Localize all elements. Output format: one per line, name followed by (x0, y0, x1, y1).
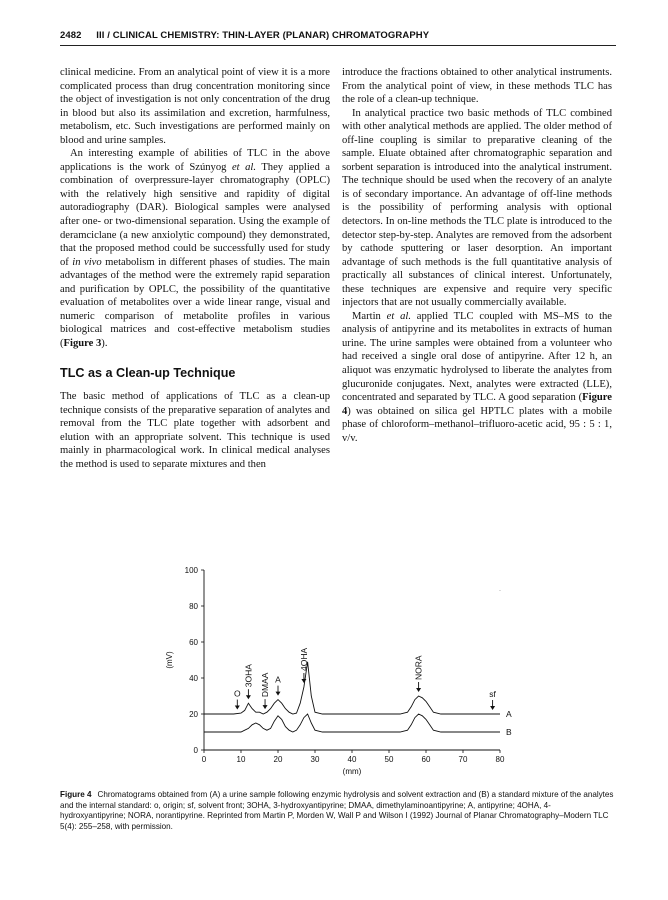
text-run: They applied a combination of overpressure-layer chromatography (OPLC) with the relatively high sensitive and rapidity of digital autoradiography (DAR). Biological samples were analysed after one- or two-dimensional separation. Using the example of deramciclane (a new anxiolytic compound) they demonstrated, that the proposed method could be successfully used for study of (60, 161, 330, 268)
y-tick-label: 60 (189, 638, 198, 647)
peak-arrow-head (246, 695, 251, 699)
series-b-line (204, 714, 500, 732)
series-label: A (506, 709, 512, 719)
x-tick-label: 40 (347, 755, 357, 764)
italic-in-vivo: in vivo (72, 256, 102, 268)
text-run: ). (101, 337, 108, 349)
left-column (60, 66, 330, 471)
caption-text: Chromatograms obtained from (A) a urine sample following enzymic hydrolysis and solvent extraction and (B) a standard mixture of the analytes and the internal standard: o, origin; sf, solvent front; 3OHA, 3-hydroxyantipyrine; DMAA, dimethylaminoantipyrine; A, antipyrine; 4OHA, 4-hydroxyantipyrine; NORA, norantipyrine. Reprinted from Martin P, Morden W, Wall P and Wilson I (1992) Journal of Planar Chromatography–Modern TLC 5(4): 255–258, with permission. (60, 790, 614, 831)
peak-arrow-head (490, 706, 495, 710)
chromatogram-chart (160, 562, 530, 782)
x-tick-label: 70 (458, 755, 468, 764)
x-tick-label: 10 (236, 755, 246, 764)
section-heading: TLC as a Clean-up Technique (60, 366, 236, 381)
y-tick-label: 20 (189, 710, 198, 719)
x-tick-label: 20 (273, 755, 283, 764)
left-paragraph-3: The basic method of applications of TLC as a clean-up technique consists of the preparative separation of analytes and removal from the TLC plate together with adsorbent and elution with an appropriate solvent. This technique is used mainly in pharmacological work. In clinical medical analyses the method is used to separate mixtures and then (60, 391, 330, 470)
peak-label: 4OHA (298, 647, 309, 671)
peak-label: NORA (413, 655, 424, 680)
peak-label: sf (489, 689, 496, 699)
right-column (342, 66, 612, 445)
chart-annotations (234, 648, 512, 737)
series-label: B (506, 727, 512, 737)
figure-3-reference[interactable]: Figure 3 (63, 337, 102, 349)
peak-label: 3OHA (243, 664, 254, 688)
x-tick-label: 80 (495, 755, 505, 764)
chart-axes (185, 566, 505, 764)
left-paragraph-1: clinical medicine. From an analytical point of view it is a more complicated process than drug concentration monitoring since the object of investigation is not only concentration of the drug in blood but also its assimilation and excretion, harmfulness, metabolism, etc. Such investigations are performed mainly on blood and urine samples. (60, 67, 330, 146)
y-tick-label: 80 (189, 602, 198, 611)
x-tick-label: 30 (310, 755, 320, 764)
y-tick-label: 0 (193, 746, 198, 755)
x-tick-label: 60 (421, 755, 431, 764)
peak-arrow-head (301, 679, 306, 683)
peak-label: DMAA (260, 672, 271, 698)
text-run: An interesting example of abilities of TLC in the above applications is the work of Szúnyog (60, 148, 330, 173)
peak-arrow-head (276, 692, 281, 696)
italic-et-al: et al. (231, 161, 256, 173)
text-run: applied TLC coupled with MS–MS to the analysis of antipyrine and its metabolites in extracts of human urine. The urine samples were obtained from a volunteer who had received a single oral dose of antipyrine. After 12 h, an aliquot was enzymatic hydrolysed to liberate the analytes from glucuronide conjugates. Next, analytes were extracted (LLE), concentrated and separated by TLC. A good separation ( (342, 310, 613, 404)
y-tick-label: 40 (189, 674, 198, 683)
italic-et-al: et al. (386, 310, 411, 322)
peak-label: O (233, 688, 241, 699)
right-paragraph-3 (342, 310, 612, 445)
peak-arrow-head (416, 688, 421, 692)
running-header (60, 30, 616, 46)
figure-4-reference[interactable]: Figure 4 (342, 392, 612, 417)
left-paragraph-2 (60, 147, 330, 350)
page-number: 2482 (60, 30, 82, 41)
chromatogram-figure (160, 562, 530, 782)
right-paragraph-1: introduce the fractions obtained to other analytical instruments. From the analytical point of view, in these methods TLC has the role of a clean-up technique. (342, 67, 612, 106)
right-paragraph-2: In analytical practice two basic methods of TLC combined with other analytical methods are applied. The older method of off-line coupling is similar to preparative cleaning of the sample. Eluate obtained after chromatographic separation and sorbent separation is introduced into the analytical instrument. The technique should be used when the recovery of an analyte is of secondary importance. An advantage of off-line methods is the possibility of performing analysis with optional detectors. In on-line methods the TLC plate is introduced to the detector step-by-step. Analytes are removed from the adsorbent by cathode sputtering or laser desorption. An important advantage of such methods is the full quantitative analysis of practically all substances of clinical interest. Unfortunately, these techniques are expensive and require very specific injectors that are not usually commercially available. (342, 107, 612, 309)
x-axis-label: (mm) (342, 767, 362, 776)
text-run: Martin (352, 310, 387, 322)
y-axis-label: (mV) (165, 651, 174, 669)
figure-caption (60, 790, 616, 832)
y-tick-label: 100 (184, 566, 198, 575)
caption-label: Figure 4 (60, 790, 92, 799)
x-tick-label: 0 (201, 755, 207, 764)
peak-label: A (275, 674, 281, 685)
text-run: ) was obtained on silica gel HPTLC plates with a mobile phase of chloroform–methanol–trifluoro-acetic acid, 95 : 5 : 1, v/v. (342, 405, 612, 444)
x-tick-label: 50 (384, 755, 394, 764)
text-run: metabolism in different phases of studies. The main advantages of the method were the extremely rapid separation and purification by OPLC, the possibility of the quantitative evaluation of metabolites over a wide linear range, visual and numeric comparison of metabolite profiles in various biological matrices and cost-effective metabolism studies ( (60, 256, 330, 349)
peak-arrow-head (235, 706, 240, 710)
running-title: III / CLINICAL CHEMISTRY: THIN-LAYER (PLANAR) CHROMATOGRAPHY (96, 30, 430, 41)
peak-arrow-head (263, 705, 268, 709)
